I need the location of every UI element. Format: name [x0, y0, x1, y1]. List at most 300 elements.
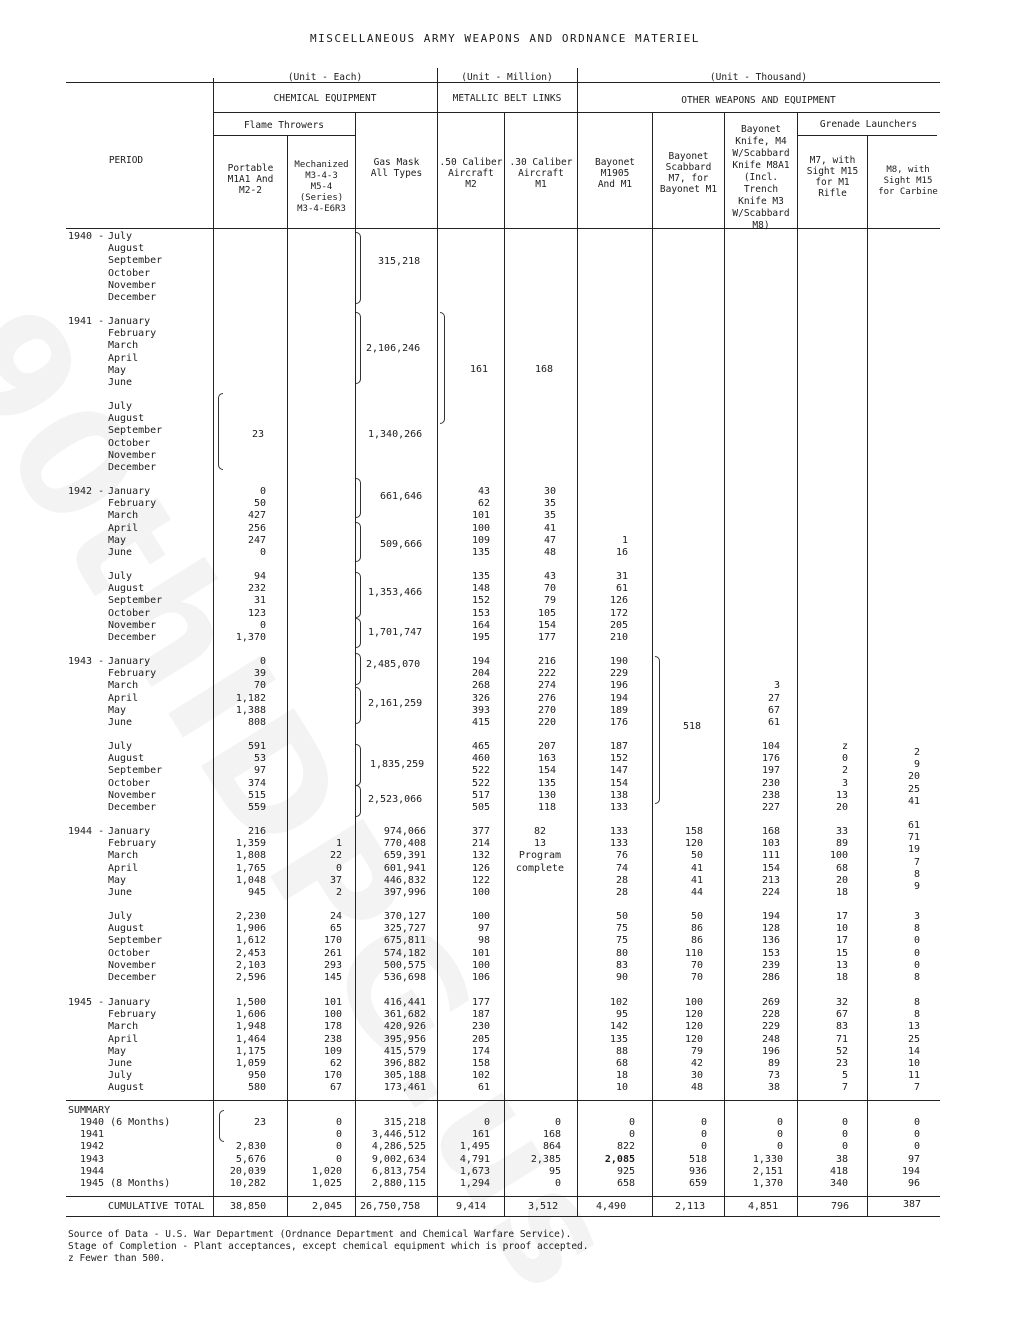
- cell: 79: [543, 595, 556, 607]
- month-label: December: [108, 802, 157, 813]
- cell: 0: [913, 947, 920, 959]
- span-value: 2,106,246: [366, 343, 421, 354]
- cell: 213: [761, 874, 780, 886]
- cell: 194: [761, 911, 780, 922]
- cell: 0: [913, 1117, 920, 1128]
- cell: 126: [471, 862, 490, 874]
- cell: 0: [335, 1141, 342, 1153]
- cell: 158: [684, 826, 703, 837]
- month-label: July: [108, 1070, 133, 1082]
- cell: 73: [767, 1070, 780, 1082]
- cell: 864: [542, 1141, 561, 1153]
- month-label: October: [108, 267, 151, 279]
- cell: 120: [684, 1009, 703, 1021]
- cell: 30: [690, 1070, 703, 1082]
- header-mechanized: Mechanized M3-4-3 M5-4 (Series) M3-4-E6R3: [294, 160, 349, 214]
- col-knife: [728, 997, 780, 1095]
- cell: 28: [615, 886, 628, 898]
- month-label: May: [108, 704, 127, 716]
- cell: 7: [913, 1082, 920, 1094]
- footnote-source: Source of Data - U.S. War Department (Ordnance Department and Chemical Warfare Service).: [68, 1229, 572, 1240]
- month-label: September: [108, 595, 163, 607]
- cell: 0: [913, 935, 920, 947]
- header-bayonet: Bayonet M1905 And M1: [594, 157, 636, 190]
- cell: 3: [841, 777, 848, 789]
- month-label: August: [108, 413, 145, 425]
- group-belt: METALLIC BELT LINKS: [452, 93, 562, 104]
- cell: [290, 826, 342, 838]
- cell: 1,175: [235, 1045, 266, 1057]
- cell: 0: [628, 1129, 635, 1141]
- cumulative-mech: 2,045: [312, 1201, 343, 1212]
- col-bayonet: [580, 571, 628, 644]
- summary-row-label: 1943: [80, 1153, 105, 1165]
- cell: 1,765: [235, 862, 266, 874]
- year-label: 1942 -: [68, 486, 105, 497]
- span-value: 661,646: [380, 491, 423, 502]
- period-1940: [68, 231, 218, 311]
- cell: 950: [247, 1070, 266, 1082]
- col-rule: [287, 135, 288, 1216]
- cell: 4,791: [459, 1153, 490, 1165]
- period-1945: [68, 997, 218, 1097]
- cell: 0: [700, 1141, 707, 1153]
- cell: 135: [471, 546, 490, 558]
- col-cal30: [506, 826, 574, 899]
- cell: 31: [253, 595, 266, 607]
- cell: 18: [615, 1070, 628, 1082]
- col-m8: [870, 747, 920, 820]
- cell: 10: [907, 1057, 920, 1069]
- cell: 2,085: [604, 1153, 635, 1165]
- cell: 1: [335, 838, 342, 850]
- month-label: February: [108, 328, 157, 340]
- month-label: December: [108, 462, 157, 473]
- cell: 0: [335, 1129, 342, 1141]
- cell: 1,330: [752, 1153, 783, 1165]
- span-value: 2,161,259: [368, 698, 423, 709]
- cell: 0: [259, 656, 266, 667]
- span-value: 2,523,066: [368, 794, 423, 805]
- total-top-rule: [66, 1196, 940, 1197]
- cell: complete: [515, 862, 565, 874]
- cell: 19: [907, 844, 920, 856]
- cell: 39: [253, 668, 266, 680]
- month-label: September: [108, 425, 163, 437]
- col-portable: [214, 826, 266, 899]
- cell: 79: [690, 1045, 703, 1057]
- cell: 0: [259, 546, 266, 558]
- cell: 75: [615, 935, 628, 947]
- col-bayonet: [580, 1117, 635, 1190]
- col-rule: [504, 112, 505, 1216]
- cell: 0: [841, 753, 848, 765]
- period-1943-h2: [68, 741, 218, 821]
- cell: 1,500: [235, 997, 266, 1008]
- cell: 261: [323, 947, 342, 959]
- span-value: 23: [252, 429, 265, 440]
- cell: 256: [247, 522, 266, 534]
- cell: 152: [471, 595, 490, 607]
- month-label: September: [108, 935, 163, 947]
- header-scabbard: Bayonet Scabbard M7, for Bayonet M1: [659, 151, 718, 195]
- month-label: June: [108, 377, 133, 388]
- brace: [356, 232, 361, 304]
- cell: 227: [761, 801, 780, 813]
- cell: 48: [690, 1082, 703, 1094]
- cell: 132: [471, 850, 490, 862]
- cell: 247: [247, 534, 266, 546]
- month-label: November: [108, 279, 157, 291]
- cumulative-portable: 38,850: [230, 1201, 267, 1212]
- cell: 128: [761, 923, 780, 935]
- col-rule: [797, 112, 798, 1216]
- cell: 174: [471, 1045, 490, 1057]
- cell: 518: [688, 1153, 707, 1165]
- footnote-stage: Stage of Completion - Plant acceptances, except chemical equipment which is proof accepted.: [68, 1241, 589, 1252]
- cell: 197: [761, 765, 780, 777]
- cell: 96: [907, 1177, 920, 1189]
- cell: 0: [700, 1117, 707, 1128]
- cell: 222: [537, 668, 556, 680]
- cell: 20: [835, 801, 848, 813]
- cell: 109: [323, 1045, 342, 1057]
- month-label: March: [108, 510, 139, 522]
- month-label: April: [108, 862, 139, 874]
- col-bayonet: [580, 911, 628, 984]
- cell: 20,039: [229, 1165, 266, 1177]
- cell: 38: [767, 1082, 780, 1094]
- cell: 104: [761, 741, 780, 752]
- cell: 416,441: [383, 997, 426, 1008]
- cell: 13: [835, 789, 848, 801]
- col-scabbard: [655, 911, 703, 984]
- brace: [356, 653, 361, 685]
- cell: 76: [615, 850, 628, 862]
- cell: 286: [761, 971, 780, 983]
- cell: 2: [335, 886, 342, 898]
- cell: 177: [471, 997, 490, 1008]
- summary-row-label: 1945 (8 Months): [80, 1177, 171, 1189]
- col-cal50: [440, 911, 490, 984]
- col-m8: [870, 997, 920, 1095]
- month-label: March: [108, 340, 139, 352]
- cell: 2,230: [235, 911, 266, 922]
- col-portable: [214, 486, 266, 559]
- cell: 74: [615, 862, 628, 874]
- cell: 238: [323, 1033, 342, 1045]
- col-rule: [577, 68, 578, 1216]
- cell: 1: [621, 534, 628, 546]
- cell: 106: [471, 971, 490, 983]
- year-label: 1945 -: [68, 997, 105, 1008]
- cell: 178: [323, 1021, 342, 1033]
- cumulative-cal50: 9,414: [456, 1201, 487, 1212]
- cell: 120: [684, 838, 703, 850]
- cell: 33: [835, 826, 848, 837]
- cell: 130: [537, 789, 556, 801]
- cell: 195: [471, 631, 490, 643]
- cell: 0: [335, 862, 342, 874]
- cell: 20: [907, 771, 920, 783]
- cell: 101: [323, 997, 342, 1008]
- cell: 126: [609, 595, 628, 607]
- cell: 41: [907, 795, 920, 807]
- month-label: July: [108, 571, 133, 582]
- col-gas: [358, 997, 426, 1095]
- cell: 68: [835, 862, 848, 874]
- cell: 147: [609, 765, 628, 777]
- cell: 305,188: [383, 1070, 426, 1082]
- cell: 61: [615, 583, 628, 595]
- cell: 97: [907, 1153, 920, 1165]
- cell: 41: [690, 874, 703, 886]
- cell: 370,127: [383, 911, 426, 922]
- cell: 1,612: [235, 935, 266, 947]
- cell: 8: [913, 923, 920, 935]
- cell: 154: [537, 619, 556, 631]
- cell: 153: [761, 947, 780, 959]
- cell: 0: [700, 1129, 707, 1141]
- month-label: February: [108, 498, 157, 510]
- cell: 148: [471, 583, 490, 595]
- cell: 83: [835, 1021, 848, 1033]
- cell: 50: [690, 911, 703, 922]
- col-bayonet: [580, 486, 628, 559]
- cell: 0: [483, 1117, 490, 1128]
- cell: 374: [247, 777, 266, 789]
- summary-row-label: 1942: [80, 1141, 105, 1153]
- cell: [870, 808, 920, 820]
- cell: 65: [329, 923, 342, 935]
- cell: 48: [543, 546, 556, 558]
- col-portable: [214, 1117, 266, 1190]
- cell: 61: [907, 820, 920, 831]
- cell: 173,461: [383, 1082, 426, 1094]
- month-label: August: [108, 583, 145, 595]
- cell: 109: [471, 534, 490, 546]
- cell: 500,575: [383, 959, 426, 971]
- cell: 0: [841, 1141, 848, 1153]
- cell: 101: [471, 947, 490, 959]
- month-label: November: [108, 619, 157, 631]
- col-cal30: [506, 486, 556, 559]
- span-value: 1,701,747: [368, 627, 423, 638]
- cell: 517: [471, 789, 490, 801]
- month-label: October: [108, 947, 151, 959]
- cell: 111: [761, 850, 780, 862]
- col-knife: [728, 656, 780, 729]
- page-title: MISCELLANEOUS ARMY WEAPONS AND ORDNANCE MATERIEL: [310, 32, 700, 45]
- month-label: July: [108, 741, 133, 752]
- cell: 168: [761, 826, 780, 837]
- month-label: March: [108, 1021, 139, 1033]
- cumulative-gas: 26,750,758: [360, 1201, 421, 1212]
- cell: 41: [690, 862, 703, 874]
- cell: 161: [471, 1129, 490, 1141]
- cell: 229: [761, 1021, 780, 1033]
- col-cal50: [440, 1117, 490, 1190]
- cell: 70: [690, 959, 703, 971]
- cell: 101: [471, 510, 490, 522]
- cell: 230: [471, 1021, 490, 1033]
- cell: 446,832: [383, 874, 426, 886]
- cell: 2,385: [530, 1153, 561, 1165]
- cell: 0: [776, 1141, 783, 1153]
- cell: 1,606: [235, 1009, 266, 1021]
- cell: 190: [609, 656, 628, 667]
- cell: 35: [543, 498, 556, 510]
- col-m7: [800, 741, 848, 814]
- month-label: April: [108, 692, 139, 704]
- month-label: May: [108, 1045, 127, 1057]
- cell: 559: [247, 801, 266, 813]
- cell: 95: [615, 1009, 628, 1021]
- cell: 135: [537, 777, 556, 789]
- cell: 103: [761, 838, 780, 850]
- cell: Program: [518, 850, 562, 862]
- cell: 0: [913, 959, 920, 971]
- cell: 154: [761, 862, 780, 874]
- month-label: December: [108, 292, 157, 303]
- cell: 536,698: [383, 971, 426, 983]
- month-label: May: [108, 364, 127, 376]
- cell: 2,103: [235, 959, 266, 971]
- col-bayonet: [580, 826, 628, 899]
- month-label: July: [108, 231, 133, 242]
- col-cal30: [506, 656, 556, 729]
- cell: 0: [259, 619, 266, 631]
- brace: [356, 618, 361, 648]
- cell: 123: [247, 607, 266, 619]
- col-m8: [870, 911, 920, 984]
- cell: 377: [471, 826, 490, 837]
- month-label: October: [108, 437, 151, 449]
- cell: 659,391: [383, 850, 426, 862]
- cell: 100: [323, 1009, 342, 1021]
- col-scabbard: [655, 826, 703, 899]
- cell: 216: [537, 656, 556, 667]
- cell: 0: [776, 1129, 783, 1141]
- col-portable: [214, 571, 266, 644]
- cell: 8: [913, 868, 920, 880]
- total-bottom-rule: [66, 1216, 940, 1217]
- cell: 8: [913, 997, 920, 1008]
- cell: 2,151: [752, 1165, 783, 1177]
- cell: 8: [913, 1009, 920, 1021]
- cell: 170: [323, 935, 342, 947]
- col-bayonet: [580, 656, 628, 729]
- month-label: November: [108, 959, 157, 971]
- cell: [580, 510, 628, 522]
- cell: 0: [776, 1117, 783, 1128]
- cell: 86: [690, 935, 703, 947]
- summary-period-col: [80, 1117, 210, 1190]
- cumulative-knife: 4,851: [748, 1201, 779, 1212]
- col-scabbard: [655, 1117, 707, 1190]
- cell: 187: [609, 741, 628, 752]
- cell: 0: [554, 1117, 561, 1128]
- cell: 44: [690, 886, 703, 898]
- cell: 0: [841, 1129, 848, 1141]
- cell: 13: [533, 838, 547, 850]
- group-grenade: Grenade Launchers: [819, 119, 918, 130]
- cell: 25: [907, 1033, 920, 1045]
- col-m8: [870, 1117, 920, 1190]
- cell: [728, 656, 780, 668]
- cell: 361,682: [383, 1009, 426, 1021]
- period-1944-h2: [68, 911, 218, 991]
- cell: 27: [767, 692, 780, 704]
- month-label: June: [108, 1058, 133, 1069]
- cell: 238: [761, 789, 780, 801]
- cell: 1,370: [235, 631, 266, 643]
- cell: 6,813,754: [371, 1165, 426, 1177]
- col-cal30: [506, 741, 556, 814]
- cell: [728, 668, 780, 680]
- cell: 0: [913, 1129, 920, 1141]
- month-label: April: [108, 522, 139, 534]
- col-rule: [724, 112, 725, 1216]
- cell: 22: [329, 850, 342, 862]
- month-label: October: [108, 607, 151, 619]
- cell: 153: [471, 607, 490, 619]
- cell: 207: [537, 741, 556, 752]
- month-label: January: [108, 656, 151, 667]
- cell: 102: [609, 997, 628, 1008]
- cell: 37: [329, 874, 342, 886]
- cell: 102: [471, 1070, 490, 1082]
- cell: 269: [761, 997, 780, 1008]
- cell: 70: [690, 971, 703, 983]
- cell: 228: [761, 1009, 780, 1021]
- period-1941-h2: [68, 401, 218, 481]
- col-mech: [290, 997, 342, 1095]
- year-label: 1944 -: [68, 826, 105, 837]
- cell: 71: [907, 832, 920, 844]
- cell: 53: [253, 753, 266, 765]
- cell: 2,880,115: [371, 1177, 426, 1189]
- cell: 176: [609, 716, 628, 728]
- unit-million: (Unit - Million): [461, 72, 553, 83]
- month-label: July: [108, 911, 133, 922]
- brace: [356, 572, 361, 618]
- cell: 170: [323, 1070, 342, 1082]
- cell: 276: [537, 692, 556, 704]
- month-label: June: [108, 547, 133, 558]
- cell: 145: [323, 971, 342, 983]
- cell: 68: [615, 1057, 628, 1069]
- span-value: 1,340,266: [368, 429, 423, 440]
- cell: 0: [841, 1117, 848, 1128]
- cell: 61: [767, 716, 780, 728]
- cell: 28: [615, 874, 628, 886]
- cell: 120: [684, 1021, 703, 1033]
- col-cal30: [506, 1117, 561, 1190]
- period-1943-h1: [68, 656, 218, 736]
- cell: 11: [907, 1070, 920, 1082]
- cell: 325,727: [383, 923, 426, 935]
- month-label: August: [108, 243, 145, 255]
- cell: 135: [471, 571, 490, 582]
- brace: [356, 785, 361, 817]
- span-value: 2,485,070: [366, 659, 421, 670]
- cell: 1,464: [235, 1033, 266, 1045]
- month-label: January: [108, 826, 151, 837]
- month-label: February: [108, 1009, 157, 1021]
- cell: 210: [609, 631, 628, 643]
- col-bayonet: [580, 997, 628, 1095]
